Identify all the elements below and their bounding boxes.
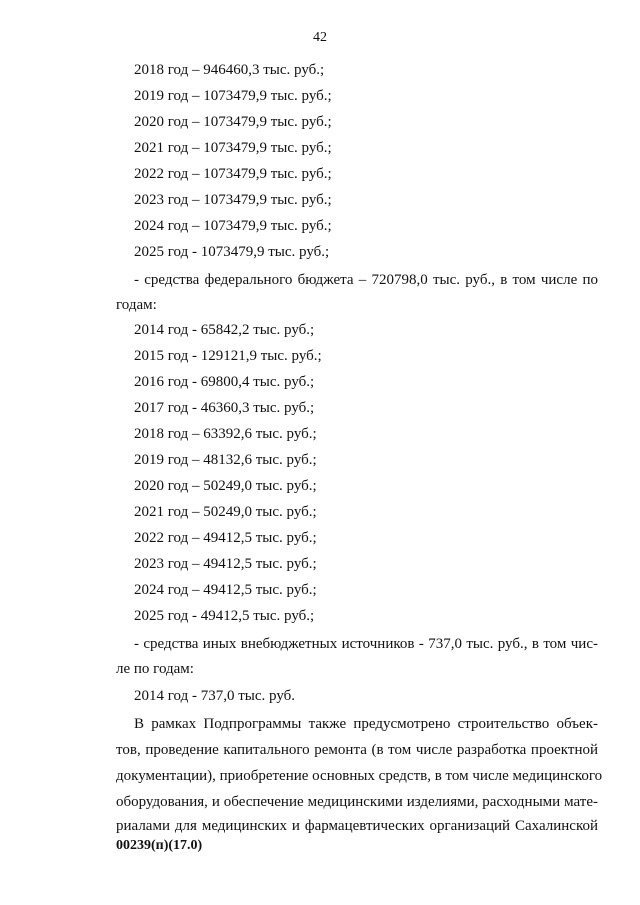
paragraph-line: В рамках Подпрограммы также предусмотрено строительство объек- xyxy=(134,716,598,732)
federal-budget-line: - средства федерального бюджета – 720798,0 тыс. руб., в том числе по xyxy=(134,272,598,288)
list-item: 2014 год - 737,0 тыс. руб. xyxy=(134,688,296,704)
document-code: 00239(п)(17.0) xyxy=(116,838,203,853)
list-item: 2025 год - 1073479,9 тыс. руб.; xyxy=(134,244,330,260)
list-item: 2019 год – 48132,6 тыс. руб.; xyxy=(134,452,317,468)
federal-budget-line-cont: годам: xyxy=(116,297,157,313)
list-item: 2015 год - 129121,9 тыс. руб.; xyxy=(134,348,322,364)
list-item: 2024 год – 49412,5 тыс. руб.; xyxy=(134,582,317,598)
list-item: 2020 год – 50249,0 тыс. руб.; xyxy=(134,478,317,494)
paragraph-line: тов, проведение капитального ремонта (в том числе разработка проектной xyxy=(116,742,598,758)
list-item: 2021 год – 50249,0 тыс. руб.; xyxy=(134,504,317,520)
list-item: 2016 год - 69800,4 тыс. руб.; xyxy=(134,374,315,390)
extrabudget-line-cont: ле по годам: xyxy=(116,661,194,677)
extrabudget-line: - средства иных внебюджетных источников - 737,0 тыс. руб., в том чис- xyxy=(134,636,598,652)
list-item: 2020 год – 1073479,9 тыс. руб.; xyxy=(134,114,332,130)
paragraph-line: документации), приобретение основных средств, в том числе медицинского xyxy=(116,768,603,784)
page-number: 42 xyxy=(313,30,327,45)
list-item: 2014 год - 65842,2 тыс. руб.; xyxy=(134,322,315,338)
paragraph-line: оборудования, и обеспечение медицинскими изделиями, расходными мате- xyxy=(116,794,598,810)
list-item: 2024 год – 1073479,9 тыс. руб.; xyxy=(134,218,332,234)
list-item: 2019 год – 1073479,9 тыс. руб.; xyxy=(134,88,332,104)
list-item: 2022 год – 49412,5 тыс. руб.; xyxy=(134,530,317,546)
list-item: 2018 год – 63392,6 тыс. руб.; xyxy=(134,426,317,442)
paragraph-line: риалами для медицинских и фармацевтических организаций Сахалинской xyxy=(116,818,598,834)
list-item: 2025 год - 49412,5 тыс. руб.; xyxy=(134,608,315,624)
list-item: 2017 год - 46360,3 тыс. руб.; xyxy=(134,400,315,416)
list-item: 2022 год – 1073479,9 тыс. руб.; xyxy=(134,166,332,182)
list-item: 2021 год – 1073479,9 тыс. руб.; xyxy=(134,140,332,156)
list-item: 2023 год – 49412,5 тыс. руб.; xyxy=(134,556,317,572)
list-item: 2018 год – 946460,3 тыс. руб.; xyxy=(134,62,325,78)
list-item: 2023 год – 1073479,9 тыс. руб.; xyxy=(134,192,332,208)
